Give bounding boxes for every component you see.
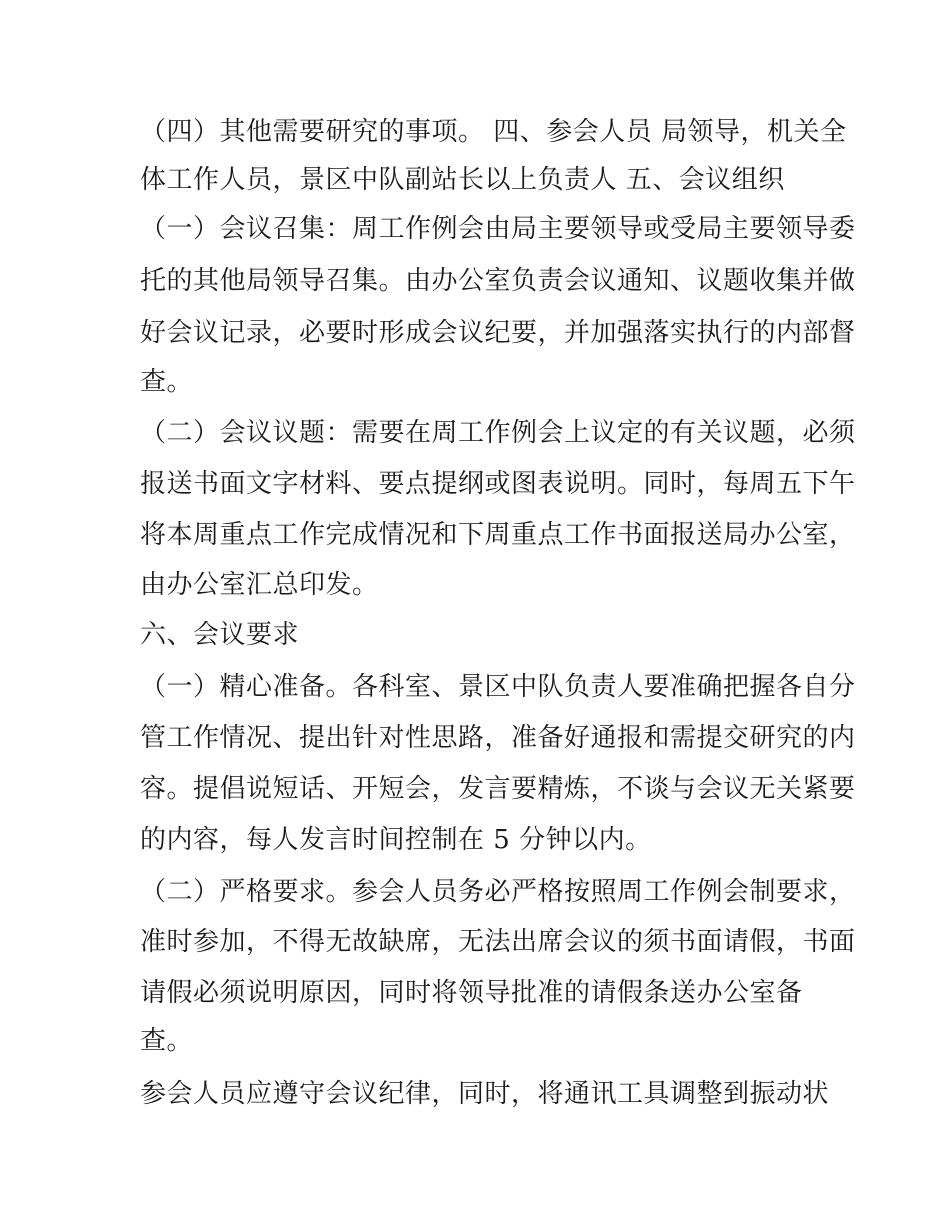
- text-line: 请假必须说明原因，同时将领导批准的请假条送办公室备: [140, 978, 803, 1008]
- text-line: 体工作人员，景区中队副站长以上负责人 五、会议组织: [140, 165, 785, 195]
- text-line: 的内容，每人发言时间控制在 5 分钟以内。: [140, 825, 652, 855]
- text-line: 将本周重点工作完成情况和下周重点工作书面报送局办公室，: [140, 520, 856, 550]
- text-line: （二）会议议题：需要在周工作例会上议定的有关议题，必须: [140, 418, 856, 448]
- text-line: 报送书面文字材料、要点提纲或图表说明。同时，每周五下午: [140, 469, 856, 499]
- text-line: 由办公室汇总印发。: [140, 570, 379, 600]
- text-line: （二）严格要求。参会人员务必严格按照周工作例会制要求，: [140, 877, 856, 907]
- text-line: 管工作情况、提出针对性思路，准备好通报和需提交研究的内: [140, 723, 856, 753]
- text-line: （四）其他需要研究的事项。 四、参会人员 局领导，机关全: [140, 117, 847, 147]
- text-line: 准时参加，不得无故缺席，无法出席会议的须书面请假，书面: [140, 927, 856, 957]
- text-line: 容。提倡说短话、开短会，发言要精炼，不谈与会议无关紧要: [140, 774, 856, 804]
- text-line: （一）会议召集：周工作例会由局主要领导或受局主要领导委: [140, 214, 856, 244]
- text-line: 六、会议要求: [140, 620, 300, 650]
- text-line: 查。: [140, 367, 194, 397]
- text-line: 参会人员应遵守会议纪律，同时，将通讯工具调整到振动状: [140, 1079, 830, 1109]
- text-line: 托的其他局领导召集。由办公室负责会议通知、议题收集并做: [140, 266, 856, 296]
- text-line: 查。: [140, 1026, 194, 1056]
- text-line: 好会议记录，必要时形成会议纪要，并加强落实执行的内部督: [140, 318, 856, 348]
- text-line: （一）精心准备。各科室、景区中队负责人要准确把握各自分: [140, 672, 856, 702]
